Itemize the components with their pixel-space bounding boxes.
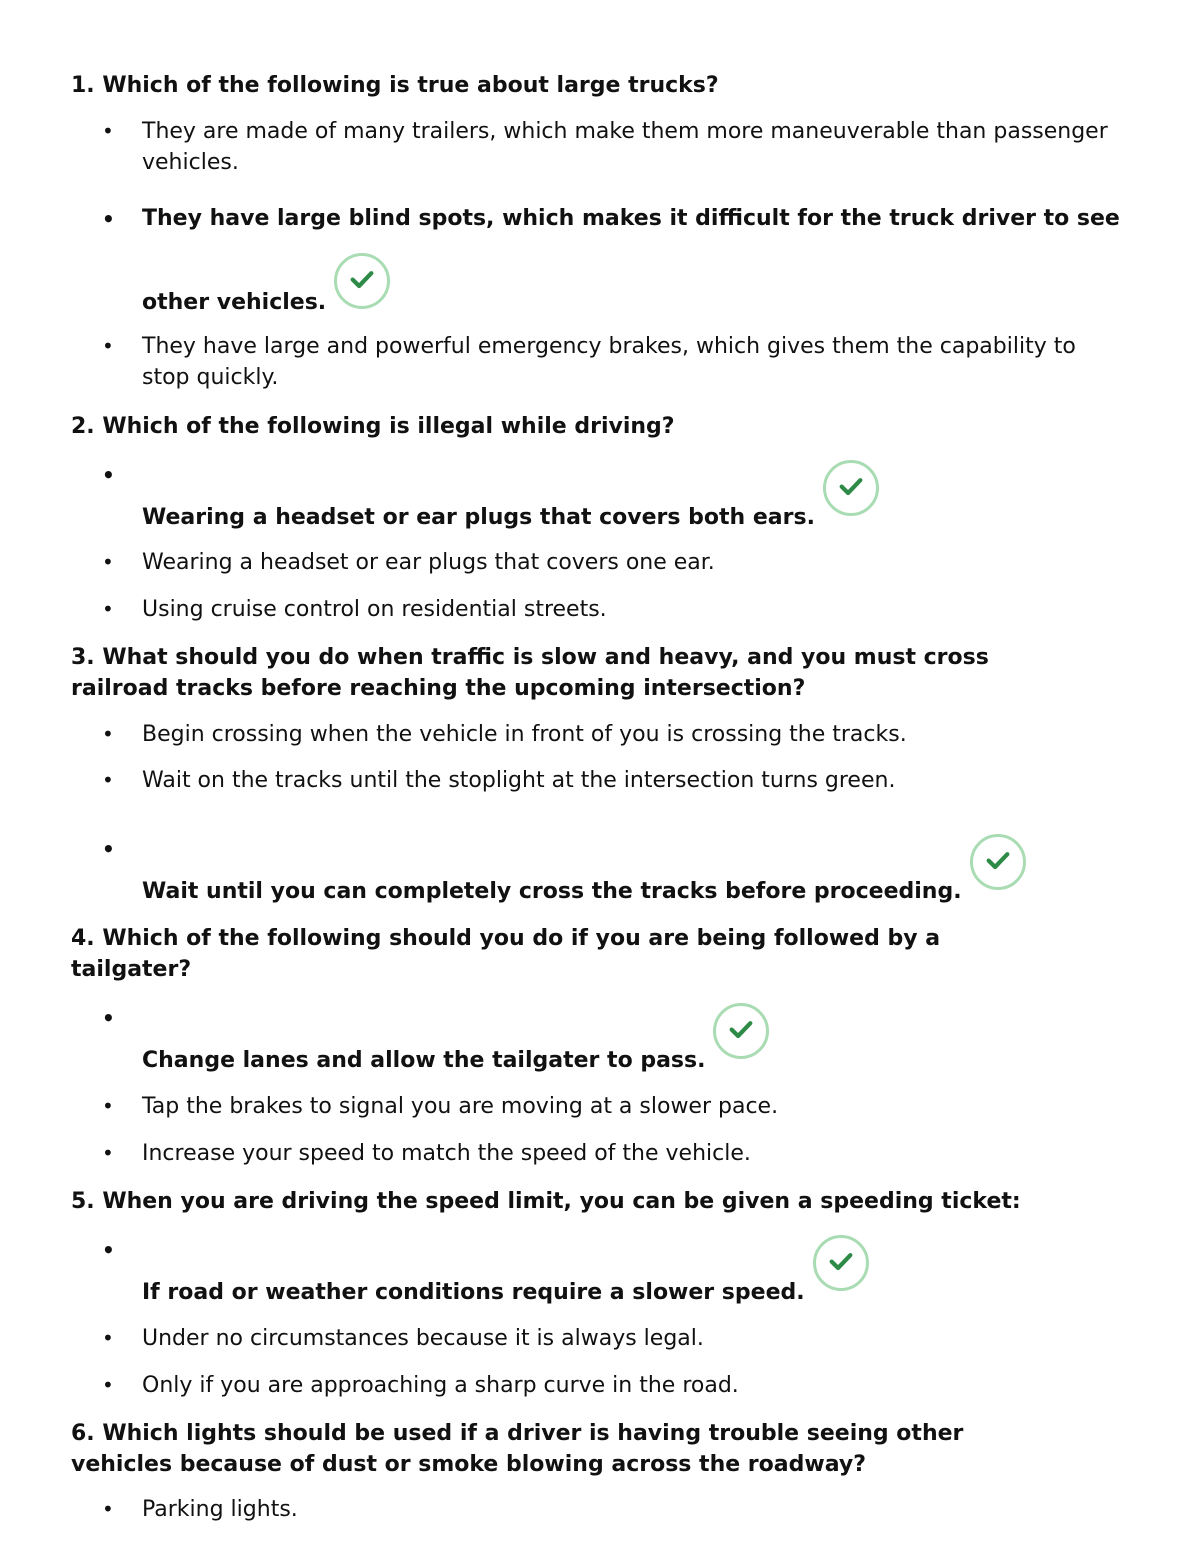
option-text: Wait until you can completely cross the tracks before proceeding. bbox=[142, 879, 962, 904]
options-list bbox=[71, 460, 1120, 625]
bullet-icon: • bbox=[102, 837, 115, 861]
options-list bbox=[71, 116, 1120, 393]
bullet-icon: • bbox=[102, 597, 114, 621]
option-text: Increase your speed to match the speed of the vehicle. bbox=[142, 1141, 751, 1166]
question-block-6 bbox=[71, 1416, 1120, 1525]
bullet-icon: • bbox=[102, 768, 114, 792]
option-item bbox=[71, 594, 1120, 625]
bullet-icon: • bbox=[102, 1006, 115, 1030]
question-block-2 bbox=[71, 409, 1120, 625]
question-text: 3. What should you do when traffic is slow and heavy, and you must cross railroad tracks before reaching the upcoming intersection? bbox=[71, 645, 989, 701]
option-text: Tap the brakes to signal you are moving at a slower pace. bbox=[142, 1094, 779, 1119]
question-text: 5. When you are driving the speed limit, you can be given a speeding ticket: bbox=[71, 1189, 1021, 1214]
option-text: Parking lights. bbox=[142, 1497, 298, 1522]
bullet-icon: • bbox=[102, 463, 115, 487]
option-text: Wearing a headset or ear plugs that covers both ears. bbox=[142, 505, 815, 530]
question-block-1 bbox=[71, 68, 1120, 393]
bullet-icon: • bbox=[102, 207, 115, 231]
option-item-correct bbox=[71, 185, 1131, 337]
question-block-4 bbox=[71, 921, 1120, 1169]
options-list bbox=[71, 719, 1120, 907]
bullet-icon: • bbox=[102, 1326, 114, 1350]
option-text: They have large and powerful emergency brakes, which gives them the capability to stop quickly. bbox=[142, 334, 1076, 390]
correct-check-icon bbox=[823, 460, 879, 516]
question-text: 1. Which of the following is true about large trucks? bbox=[71, 73, 719, 98]
correct-check-icon bbox=[970, 834, 1026, 890]
bullet-icon: • bbox=[102, 119, 114, 143]
question-text: 2. Which of the following is illegal while driving? bbox=[71, 414, 675, 439]
option-item bbox=[71, 1138, 1120, 1169]
question-text: 6. Which lights should be used if a driver is having trouble seeing other vehicles because of dust or smoke blowing across the roadway? bbox=[71, 1421, 964, 1477]
bullet-icon: • bbox=[102, 1141, 114, 1165]
option-text: Using cruise control on residential streets. bbox=[142, 597, 607, 622]
bullet-icon: • bbox=[102, 1373, 114, 1397]
option-item bbox=[71, 719, 1120, 750]
option-text: Only if you are approaching a sharp curve in the road. bbox=[142, 1373, 739, 1398]
bullet-icon: • bbox=[102, 550, 114, 574]
options-list bbox=[71, 1494, 1120, 1525]
option-item bbox=[71, 1370, 1120, 1401]
option-text: Begin crossing when the vehicle in front of you is crossing the tracks. bbox=[142, 722, 907, 747]
option-item bbox=[71, 1494, 1120, 1525]
option-text: Wait on the tracks until the stoplight at the intersection turns green. bbox=[142, 768, 896, 793]
bullet-icon: • bbox=[102, 722, 114, 746]
option-item bbox=[71, 765, 1120, 796]
option-item bbox=[71, 1323, 1120, 1354]
option-item-correct bbox=[71, 834, 1120, 907]
correct-check-icon bbox=[813, 1235, 869, 1291]
option-item bbox=[71, 116, 1120, 178]
option-item-correct bbox=[71, 1003, 1120, 1076]
correct-check-icon bbox=[334, 253, 390, 309]
option-item-correct bbox=[71, 1235, 1120, 1308]
bullet-icon: • bbox=[102, 1497, 114, 1521]
options-list bbox=[71, 1235, 1120, 1401]
bullet-icon: • bbox=[102, 1094, 114, 1118]
option-text: Wearing a headset or ear plugs that covers one ear. bbox=[142, 550, 715, 575]
option-item bbox=[71, 331, 1120, 393]
question-block-3 bbox=[71, 640, 1120, 907]
option-item-correct bbox=[71, 460, 1120, 533]
bullet-icon: • bbox=[102, 334, 114, 358]
question-block-5 bbox=[71, 1184, 1120, 1401]
question-text: 4. Which of the following should you do if you are being followed by a tailgater? bbox=[71, 926, 941, 982]
option-item bbox=[71, 547, 1120, 578]
option-text: Change lanes and allow the tailgater to pass. bbox=[142, 1048, 706, 1073]
option-text: They are made of many trailers, which make them more maneuverable than passenger vehicles. bbox=[142, 119, 1108, 175]
option-item bbox=[71, 1091, 1120, 1122]
option-text: They have large blind spots, which makes it difficult for the truck driver to see other vehicles. bbox=[142, 206, 1120, 315]
options-list bbox=[71, 1003, 1120, 1169]
option-text: Under no circumstances because it is always legal. bbox=[142, 1326, 704, 1351]
option-text: If road or weather conditions require a slower speed. bbox=[142, 1280, 805, 1305]
correct-check-icon bbox=[713, 1003, 769, 1059]
bullet-icon: • bbox=[102, 1238, 115, 1262]
